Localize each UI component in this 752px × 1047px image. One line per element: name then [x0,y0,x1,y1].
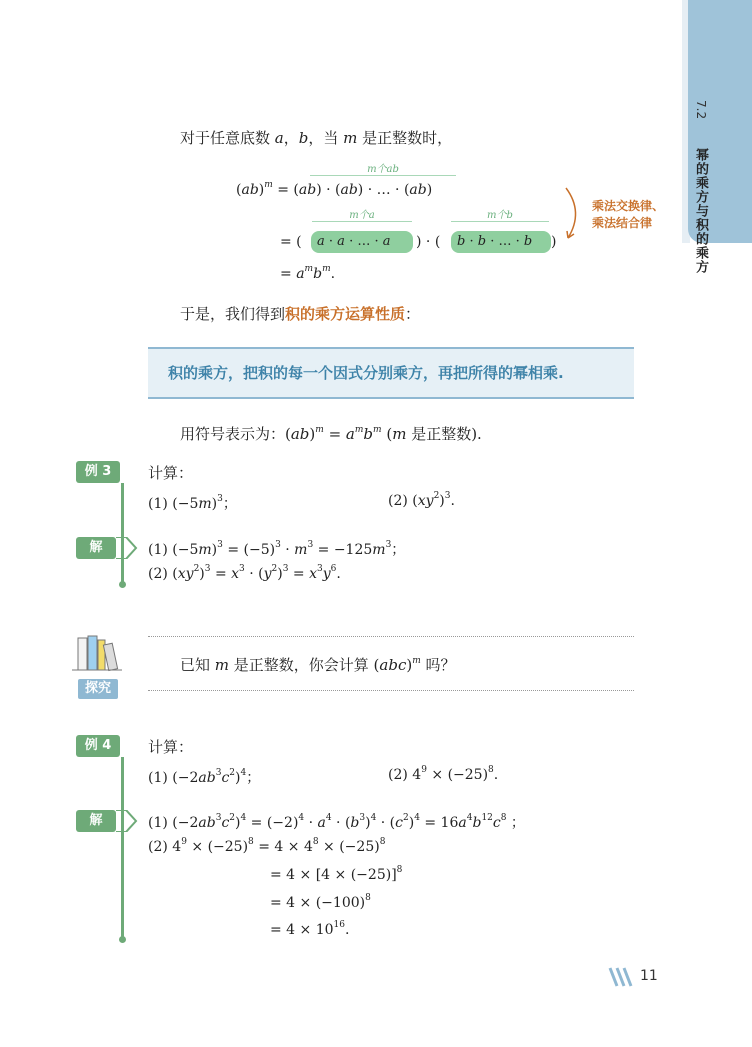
example-3-tag: 例 3 [76,461,120,483]
conclusion-suffix: ： [405,305,421,323]
symbolic-rule: 用符号表示为：$(ab)^m = a^mb^m$ (m 是正整数). [180,425,482,443]
label-m-ab: m个ab [367,164,399,175]
page-stripes-icon [608,966,638,988]
derivation-mid: ) · ( [416,234,441,250]
example-4-prompt: 计算： [148,738,194,756]
pill-a: a · a · … · a [311,231,413,253]
brace-m-ab [310,175,456,176]
solution-arrow-icon [116,537,138,559]
label-m-b: m个b [487,210,513,221]
books-icon [70,634,124,674]
example-4-q2: (2) $4^9 \times (-25)^8$. [388,765,499,783]
pill-b: b · b · … · b [451,231,551,253]
section-title: 幂的乘方与积的乘方 [693,148,708,274]
section-number: 7.2 [694,100,708,120]
derivation-eq-2: = ( [280,234,302,250]
example-3-prompt: 计算： [148,464,194,482]
brace-m-a [312,221,412,222]
brace-m-b [451,221,549,222]
example-4-s1: (1) $(-2ab^3c^2)^4 = (-2)^4 \cdot a^4 \cdot (b^3)^4 \cdot (c^2)^4 = 16a^4b^{12}c^8$ ； [148,813,525,831]
example-4-s2-line-2: = $4 \times [4 \times (-25)]^8$ [270,865,403,883]
example-3-s2: (2) $(xy^2)^3 = x^3 \cdot (y^2)^3 = x^3y^6$. [148,564,341,582]
example-3-q2: (2) $(xy^2)^3$. [388,491,455,509]
example-4-s2-line-3: = $4 \times (-100)^8$ [270,893,371,911]
conclusion [180,304,420,324]
page-number: 11 [640,968,658,984]
rule-text: 积的乘方，把积的每一个因式分别乘方，再把所得的幂相乘. [168,364,564,382]
explore-tag: 探究 [78,679,118,699]
explore-text: 已知 m 是正整数，你会计算 (abc)$^m$ 吗？ [180,656,456,674]
intro-text: 对于任意底数 a，b，当 m 是正整数时， [180,129,453,147]
explore-divider-bottom [148,690,634,691]
law-label-1: 乘法交换律、 [592,199,665,213]
example-4-s2-line-1: (2) $4^9 \times (-25)^8 = 4 \times 4^8 \times (-25)^8$ [148,837,386,855]
example-4-line [121,757,124,939]
law-label-2: 乘法结合律 [592,216,653,230]
explore-divider-top [148,636,634,637]
example-4-q1: (1) $(-2ab^3c^2)^4$； [148,768,261,786]
example-3-q1: (1) $(-5m)^3$； [148,494,237,512]
example-4-tag: 例 4 [76,735,120,757]
example-4-s2-line-4: = $4 \times 10^{16}$. [270,920,350,938]
example-3-dot [119,581,126,588]
label-m-a: m个a [349,210,375,221]
conclusion-highlight: 积的乘方运算性质 [285,305,406,323]
derivation-line-1: (ab)$^m$ = (ab) · (ab) · … · (ab) [236,180,433,198]
example-3-s1: (1) $(-5m)^3 = (-5)^3 \cdot m^3 = -125m^3$； [148,540,406,558]
derivation-close: ) [551,234,557,250]
example-4-solution-tag: 解 [76,810,116,832]
example-4-dot [119,936,126,943]
derivation-line-3: = $a^mb^m$. [280,264,336,282]
example-3-solution-tag: 解 [76,537,116,559]
bracket-arrow-icon [562,186,592,246]
conclusion-prefix: 于是，我们得到 [180,305,286,323]
example-3-line [121,483,124,583]
solution-arrow-icon [116,810,138,832]
